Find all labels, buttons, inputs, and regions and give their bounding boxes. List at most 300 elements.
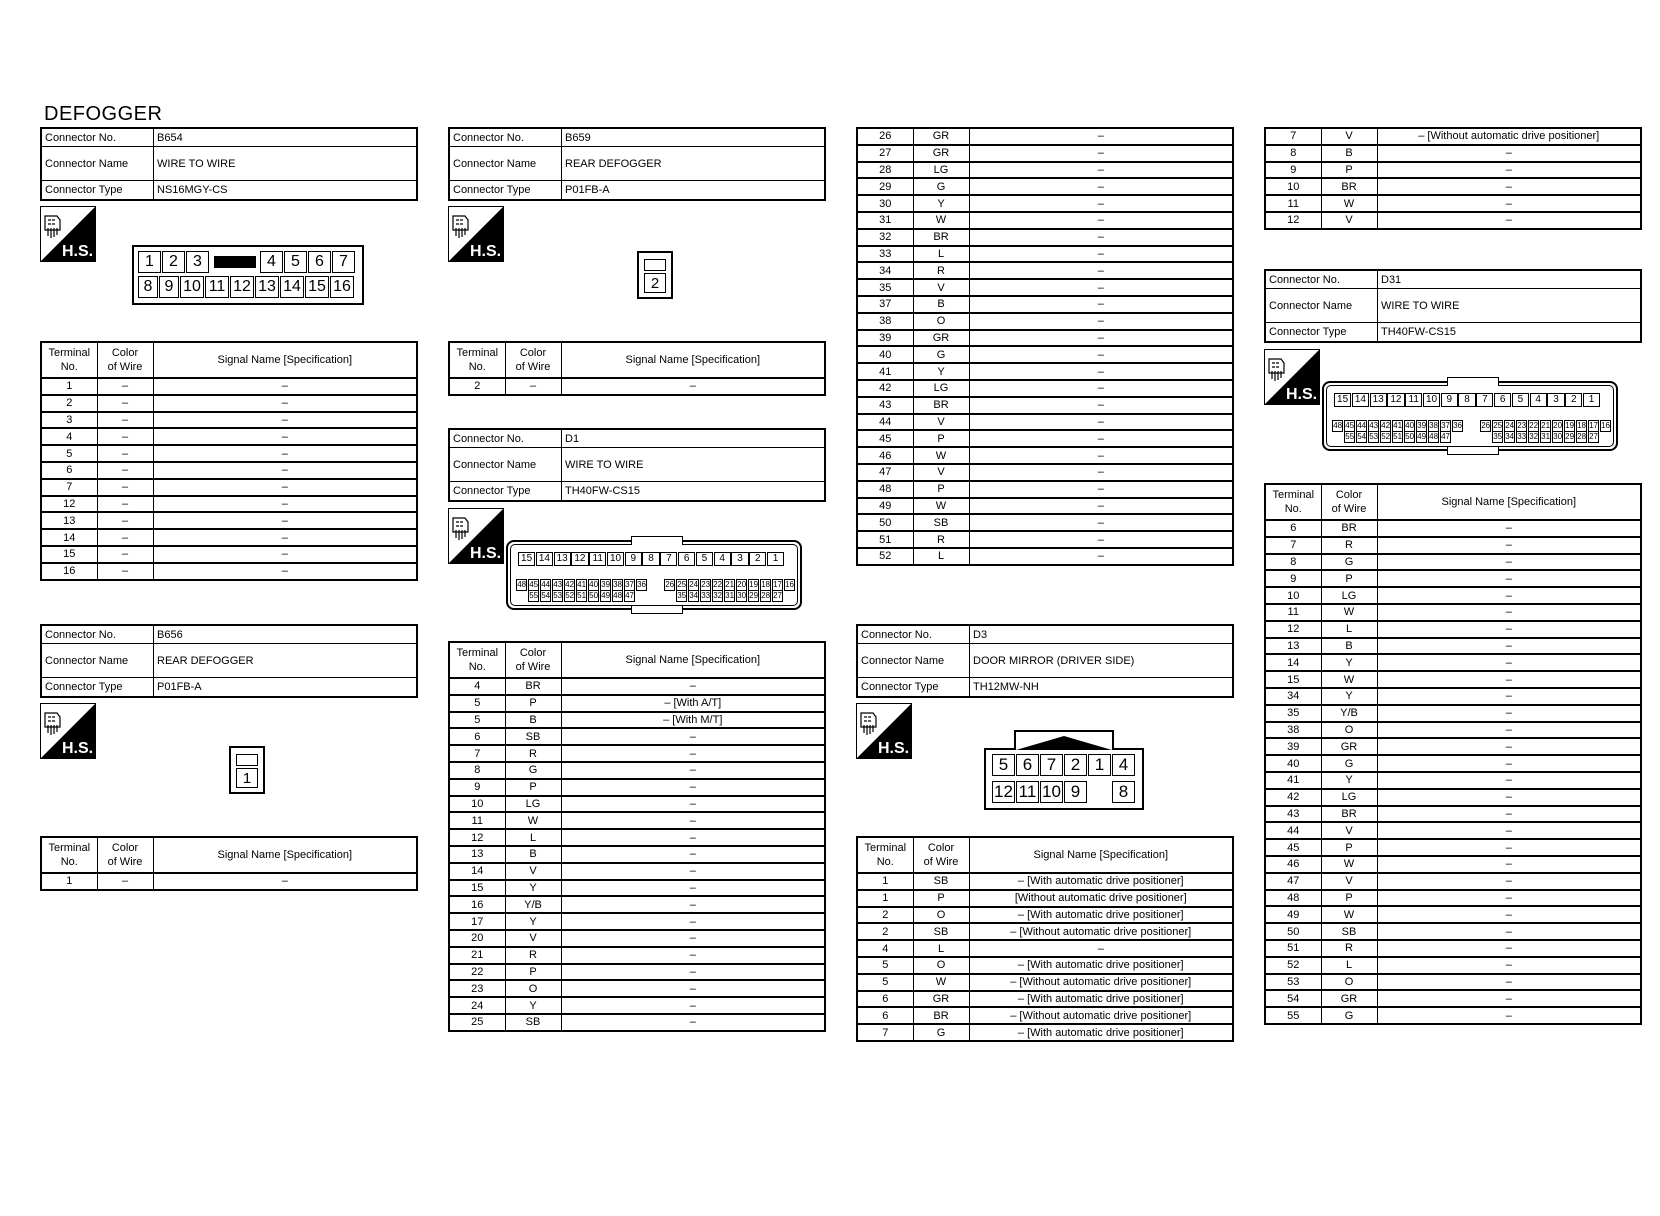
table-row — [1265, 990, 1641, 1007]
pin: 14 — [1352, 393, 1369, 407]
table-row — [449, 846, 825, 863]
signal-cell: – — [1377, 974, 1641, 991]
pin: 30 — [737, 591, 747, 600]
signal-cell: – — [969, 162, 1233, 179]
wire-color-cell: V — [505, 930, 561, 947]
terminal-no-header: Terminal No. — [1265, 484, 1321, 520]
table-row — [449, 997, 825, 1014]
terminal-cell: 16 — [449, 896, 505, 913]
terminal-cell: 41 — [1265, 772, 1321, 789]
signal-cell: – — [1377, 178, 1641, 195]
terminal-cell: 15 — [1265, 671, 1321, 688]
connector-name-label: Connector Name — [450, 147, 562, 180]
wire-color-cell: W — [913, 447, 969, 464]
table-row — [857, 279, 1233, 296]
table-row — [41, 496, 417, 513]
signal-cell: – — [969, 178, 1233, 195]
pin: 35 — [1493, 432, 1503, 441]
signal-cell: – — [1377, 638, 1641, 655]
signal-cell: – — [1377, 587, 1641, 604]
signal-cell: – — [561, 980, 825, 997]
table-row — [857, 212, 1233, 229]
wire-color-cell: P — [913, 890, 969, 907]
pin: 10 — [1423, 393, 1440, 407]
signal-cell: – — [1377, 738, 1641, 755]
pin: 10 — [180, 276, 204, 298]
wire-color-cell: L — [913, 548, 969, 565]
terminal-cell: 49 — [1265, 906, 1321, 923]
signal-cell: – — [969, 145, 1233, 162]
color-of-wire-header: Color of Wire — [97, 342, 153, 378]
pin: 48 — [1333, 421, 1343, 430]
signal-cell: – — [969, 279, 1233, 296]
connector-face-b656 — [229, 746, 265, 794]
pin-row — [676, 590, 784, 602]
pin: 49 — [601, 591, 611, 600]
pin: 29 — [1565, 432, 1575, 441]
pin: 12 — [571, 552, 588, 566]
wire-color-cell: V — [1321, 128, 1377, 145]
terminal-cell: 45 — [1265, 839, 1321, 856]
pin: 6 — [308, 251, 331, 273]
terminal-cell: 14 — [1265, 654, 1321, 671]
table-row — [1265, 705, 1641, 722]
pin: 49 — [1417, 432, 1427, 441]
terminal-cell: 12 — [1265, 621, 1321, 638]
color-of-wire-header: Color of Wire — [505, 642, 561, 678]
table-row — [857, 890, 1233, 907]
wire-color-cell: B — [505, 846, 561, 863]
signal-cell: – — [1377, 890, 1641, 907]
signal-cell: – — [969, 447, 1233, 464]
pin: 22 — [1529, 421, 1539, 430]
terminal-cell: 53 — [1265, 974, 1321, 991]
pin: 38 — [613, 580, 623, 589]
signal-cell: – — [1377, 957, 1641, 974]
table-row — [1265, 554, 1641, 571]
table-row — [1265, 128, 1641, 145]
terminal-cell: 14 — [41, 529, 97, 546]
table-row — [857, 531, 1233, 548]
wire-color-cell: Y — [505, 913, 561, 930]
wire-color-cell: O — [913, 907, 969, 924]
wire-color-cell: G — [1321, 1007, 1377, 1024]
signal-cell: – — [969, 531, 1233, 548]
pin: 1 — [1088, 754, 1111, 776]
pin: 9 — [1064, 781, 1087, 803]
connector-name-label: Connector Name — [42, 147, 154, 180]
connector-info-d3 — [856, 624, 1234, 698]
table-row — [857, 991, 1233, 1008]
wire-color-cell: W — [913, 498, 969, 515]
table-row — [449, 980, 825, 997]
pin: 19 — [1565, 421, 1575, 430]
wire-color-cell: O — [505, 980, 561, 997]
table-row — [41, 479, 417, 496]
terminal-cell: 37 — [857, 296, 913, 313]
pin: 44 — [541, 580, 551, 589]
pin: 7 — [660, 552, 677, 566]
signal-cell: – — [153, 479, 417, 496]
terminal-cell: 8 — [1265, 145, 1321, 162]
signal-cell: – — [561, 880, 825, 897]
table-header — [1265, 484, 1641, 520]
pin: 21 — [725, 580, 735, 589]
pin: 24 — [1505, 421, 1515, 430]
pin: 1 — [236, 768, 258, 788]
terminal-no-header: Terminal No. — [449, 642, 505, 678]
table-row — [857, 262, 1233, 279]
terminal-cell: 2 — [449, 378, 505, 395]
pin: 25 — [677, 580, 687, 589]
signal-cell: – — [969, 296, 1233, 313]
pin: 20 — [1553, 421, 1563, 430]
signal-cell: – — [1377, 755, 1641, 772]
table-row — [449, 880, 825, 897]
wire-color-cell: – — [97, 873, 153, 890]
terminal-cell: 31 — [857, 212, 913, 229]
pin: 6 — [1016, 754, 1039, 776]
signal-cell: – — [1377, 856, 1641, 873]
table-row — [857, 481, 1233, 498]
table-row — [857, 363, 1233, 380]
pin: 2 — [749, 552, 766, 566]
terminal-no-header: Terminal No. — [41, 342, 97, 378]
pin: 33 — [1517, 432, 1527, 441]
table-row — [449, 930, 825, 947]
table-row — [449, 678, 825, 695]
table-row — [41, 546, 417, 563]
pin: 18 — [761, 580, 771, 589]
terminal-cell: 34 — [857, 262, 913, 279]
wire-color-cell: V — [913, 464, 969, 481]
table-row — [1265, 806, 1641, 823]
wire-color-cell: GR — [913, 991, 969, 1008]
pin: 43 — [553, 580, 563, 589]
signal-cell: – — [1377, 705, 1641, 722]
connector-type-label: Connector Type — [858, 678, 970, 696]
wire-color-cell: LG — [913, 380, 969, 397]
signal-cell: – — [1377, 621, 1641, 638]
wire-color-cell: GR — [913, 145, 969, 162]
wire-color-cell: P — [1321, 839, 1377, 856]
pin: 16 — [1601, 421, 1610, 430]
pin: 2 — [1064, 754, 1087, 776]
wire-color-cell: LG — [1321, 789, 1377, 806]
pin: 55 — [1345, 432, 1355, 441]
signal-cell: – — [561, 846, 825, 863]
connector-no-label: Connector No. — [450, 430, 562, 447]
terminal-cell: 21 — [449, 947, 505, 964]
terminal-table-d3-b — [1264, 127, 1642, 230]
wire-color-cell: G — [1321, 554, 1377, 571]
table-row — [449, 728, 825, 745]
connector-face-b654 — [132, 245, 364, 305]
signal-cell: – — [561, 829, 825, 846]
table-row — [449, 812, 825, 829]
wire-color-cell: BR — [913, 1007, 969, 1024]
terminal-cell: 38 — [1265, 722, 1321, 739]
connector-type-label: Connector Type — [42, 181, 154, 199]
hs-mark — [448, 206, 504, 262]
table-row — [449, 964, 825, 981]
connector-no-label: Connector No. — [1266, 271, 1378, 288]
table-row — [1265, 1007, 1641, 1024]
table-row — [41, 445, 417, 462]
pin: 50 — [1405, 432, 1415, 441]
signal-cell: – [With automatic drive positioner] — [969, 873, 1233, 890]
terminal-cell: 6 — [857, 991, 913, 1008]
terminal-cell: 5 — [857, 974, 913, 991]
signal-cell: [Without automatic drive positioner] — [969, 890, 1233, 907]
terminal-cell: 7 — [449, 745, 505, 762]
terminal-cell: 52 — [1265, 957, 1321, 974]
pin: 22 — [713, 580, 723, 589]
signal-cell: – — [1377, 722, 1641, 739]
wire-color-cell: P — [1321, 162, 1377, 179]
signal-cell: – — [1377, 990, 1641, 1007]
table-row — [857, 195, 1233, 212]
terminal-cell: 1 — [41, 873, 97, 890]
signal-name-header: Signal Name [Specification] — [153, 342, 417, 378]
pin: 42 — [565, 580, 575, 589]
connector-type-label: Connector Type — [42, 678, 154, 696]
table-row — [41, 873, 417, 890]
connector-no-value: D1 — [565, 432, 580, 445]
wire-color-cell: – — [97, 496, 153, 513]
table-header — [41, 837, 417, 873]
wire-color-cell: L — [505, 829, 561, 846]
table-row — [857, 128, 1233, 145]
signal-cell: – — [969, 464, 1233, 481]
terminal-cell: 9 — [1265, 570, 1321, 587]
terminal-cell: 27 — [857, 145, 913, 162]
wire-color-cell: SB — [913, 873, 969, 890]
wire-color-cell: P — [505, 695, 561, 712]
pin: 40 — [1405, 421, 1415, 430]
connector-no-value: B659 — [565, 131, 591, 144]
pin: 17 — [1589, 421, 1598, 430]
pin: 12 — [1387, 393, 1404, 407]
table-header — [857, 837, 1233, 873]
pin: 1 — [1583, 393, 1600, 407]
terminal-cell: 15 — [449, 880, 505, 897]
terminal-cell: 6 — [1265, 520, 1321, 537]
connector-no-value: D31 — [1381, 273, 1402, 286]
pin: 33 — [701, 591, 711, 600]
signal-cell: – — [1377, 520, 1641, 537]
terminal-cell: 32 — [857, 229, 913, 246]
connector-type-label: Connector Type — [450, 181, 562, 199]
wire-color-cell: G — [1321, 755, 1377, 772]
wire-color-cell: – — [97, 479, 153, 496]
pin: 47 — [625, 591, 635, 600]
pin: 5 — [1512, 393, 1529, 407]
signal-cell: – — [1377, 772, 1641, 789]
terminal-cell: 5 — [449, 695, 505, 712]
terminal-cell: 8 — [449, 762, 505, 779]
signal-cell: – — [561, 913, 825, 930]
wire-color-cell: V — [1321, 873, 1377, 890]
pin: 25 — [1493, 421, 1503, 430]
terminal-cell: 47 — [857, 464, 913, 481]
connector-no-label: Connector No. — [42, 129, 154, 146]
terminal-table-d1-b — [856, 127, 1234, 566]
pin: 5 — [992, 754, 1015, 776]
pin: 1 — [767, 552, 784, 566]
signal-cell: – — [1377, 145, 1641, 162]
terminal-cell: 16 — [41, 563, 97, 580]
pin: 1 — [138, 251, 161, 273]
pin: 30 — [1553, 432, 1563, 441]
pin: 51 — [1393, 432, 1403, 441]
pin-row — [528, 590, 636, 602]
connector-name-label: Connector Name — [42, 644, 154, 677]
wire-color-cell: LG — [1321, 587, 1377, 604]
table-row — [1265, 587, 1641, 604]
pin: 28 — [761, 591, 771, 600]
table-row — [41, 462, 417, 479]
terminal-cell: 7 — [1265, 128, 1321, 145]
table-row — [449, 695, 825, 712]
terminal-cell: 7 — [857, 1024, 913, 1041]
signal-cell: – — [561, 997, 825, 1014]
terminal-cell: 11 — [1265, 604, 1321, 621]
terminal-cell: 4 — [857, 940, 913, 957]
terminal-cell: 6 — [857, 1007, 913, 1024]
connector-name-value: WIRE TO WIRE — [565, 458, 644, 471]
pin: 31 — [1541, 432, 1551, 441]
wire-color-cell: – — [97, 378, 153, 395]
hs-label: H.S. — [62, 243, 94, 260]
signal-cell: – [Without automatic drive positioner] — [969, 974, 1233, 991]
wire-color-cell: Y — [1321, 772, 1377, 789]
table-row — [857, 974, 1233, 991]
wire-color-cell: – — [97, 412, 153, 429]
terminal-cell: 4 — [449, 678, 505, 695]
pin: 16 — [330, 276, 354, 298]
table-row — [857, 330, 1233, 347]
wire-color-cell: Y/B — [505, 896, 561, 913]
table-row — [41, 378, 417, 395]
terminal-cell: 42 — [857, 380, 913, 397]
wire-color-cell: – — [97, 428, 153, 445]
pin: 53 — [1369, 432, 1379, 441]
wire-color-cell: B — [1321, 145, 1377, 162]
wire-color-cell: Y — [505, 880, 561, 897]
connector-no-label: Connector No. — [450, 129, 562, 146]
table-row — [857, 907, 1233, 924]
terminal-cell: 28 — [857, 162, 913, 179]
table-row — [449, 796, 825, 813]
connector-type-value: NS16MGY-CS — [157, 184, 228, 196]
table-row — [1265, 537, 1641, 554]
signal-cell: – — [153, 412, 417, 429]
table-row — [449, 762, 825, 779]
signal-cell: – — [153, 496, 417, 513]
signal-cell: – [Without automatic drive positioner] — [969, 1007, 1233, 1024]
terminal-table-d3-a — [856, 836, 1234, 1042]
pin-row — [992, 754, 1136, 776]
signal-name-header: Signal Name [Specification] — [1377, 484, 1641, 520]
signal-cell: – — [969, 212, 1233, 229]
wire-color-cell: – — [97, 462, 153, 479]
pin: 41 — [577, 580, 587, 589]
terminal-cell: 38 — [857, 313, 913, 330]
signal-cell: – — [561, 812, 825, 829]
pin-blank — [212, 251, 258, 273]
pin: 4 — [1112, 754, 1135, 776]
pin: 27 — [1589, 432, 1599, 441]
wire-color-cell: LG — [505, 796, 561, 813]
terminal-cell: 25 — [449, 1014, 505, 1031]
wire-color-cell: B — [1321, 638, 1377, 655]
signal-cell: – — [969, 313, 1233, 330]
table-row — [857, 957, 1233, 974]
terminal-cell: 43 — [857, 397, 913, 414]
signal-cell: – — [1377, 162, 1641, 179]
wire-color-cell: Y — [505, 997, 561, 1014]
pin: 15 — [305, 276, 329, 298]
terminal-cell: 7 — [1265, 537, 1321, 554]
table-row — [1265, 856, 1641, 873]
pin: 11 — [1016, 781, 1039, 803]
wire-color-cell: B — [913, 296, 969, 313]
table-row — [857, 246, 1233, 263]
pin: 5 — [284, 251, 307, 273]
signal-cell: – — [1377, 839, 1641, 856]
signal-cell: – — [1377, 688, 1641, 705]
table-header — [449, 642, 825, 678]
wire-color-cell: L — [913, 940, 969, 957]
terminal-cell: 51 — [1265, 940, 1321, 957]
hs-icon — [448, 206, 504, 262]
table-row — [857, 1007, 1233, 1024]
wire-color-cell: SB — [505, 728, 561, 745]
pin: 45 — [1345, 421, 1355, 430]
terminal-cell: 6 — [449, 728, 505, 745]
terminal-table-b656 — [40, 836, 418, 891]
signal-cell: – — [1377, 671, 1641, 688]
wire-color-cell: W — [1321, 856, 1377, 873]
pin: 16 — [785, 580, 794, 589]
connector-type-value: P01FB-A — [157, 681, 202, 693]
terminal-cell: 20 — [449, 930, 505, 947]
table-row — [857, 145, 1233, 162]
signal-cell: – — [153, 462, 417, 479]
wire-color-cell: P — [505, 964, 561, 981]
signal-cell: – — [1377, 789, 1641, 806]
wire-color-cell: R — [1321, 940, 1377, 957]
pin: 13 — [554, 552, 571, 566]
wire-color-cell: L — [1321, 621, 1377, 638]
terminal-cell: 2 — [41, 395, 97, 412]
pin: 28 — [1577, 432, 1587, 441]
pin: 9 — [159, 276, 179, 298]
signal-cell: – [With M/T] — [561, 712, 825, 729]
terminal-cell: 15 — [41, 546, 97, 563]
pin: 32 — [713, 591, 723, 600]
table-row — [857, 313, 1233, 330]
signal-cell: – [Without automatic drive positioner] — [969, 923, 1233, 940]
signal-name-header: Signal Name [Specification] — [153, 837, 417, 873]
pin: 24 — [689, 580, 699, 589]
terminal-cell: 35 — [857, 279, 913, 296]
terminal-cell: 51 — [857, 531, 913, 548]
signal-cell: – — [969, 380, 1233, 397]
wire-color-cell: B — [505, 712, 561, 729]
terminal-cell: 35 — [1265, 705, 1321, 722]
